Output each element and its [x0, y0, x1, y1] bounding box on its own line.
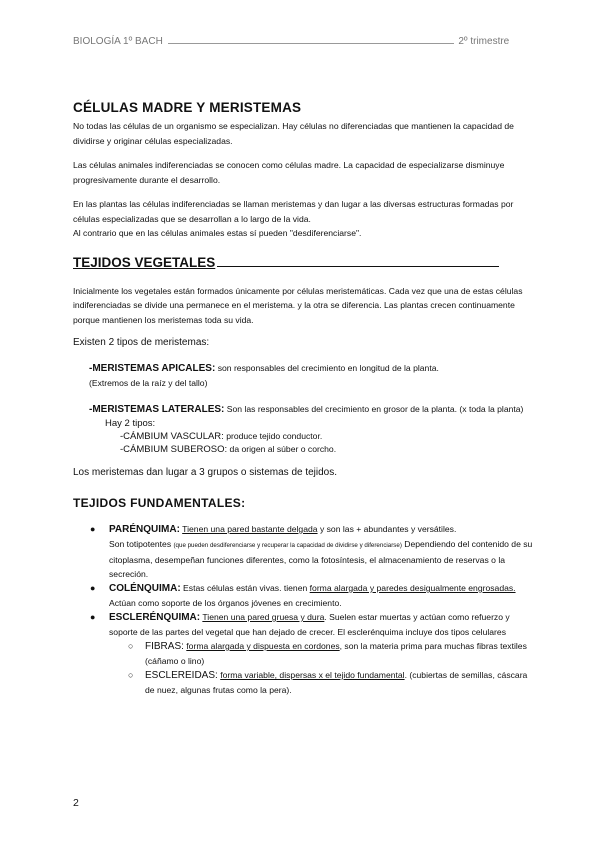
header-rule — [168, 43, 454, 44]
parenquima-label: PARÉNQUIMA: — [109, 524, 180, 535]
vascular-label: -CÁMBIUM VASCULAR: — [120, 431, 224, 442]
fibras-underlined: forma alargada y dispuesta en cordones — [186, 641, 340, 651]
list-item-colenquima — [73, 581, 533, 610]
document-body — [73, 100, 533, 697]
esclerenquima-types — [109, 639, 533, 697]
colenquima-underlined: forma alargada y paredes desigualmente engrosadas. — [309, 583, 516, 593]
paragraph-meristemas — [73, 197, 533, 241]
colenquima-text-2: Actúan como soporte de los órganos jóvenes en crecimiento. — [109, 598, 342, 608]
paragraph-existen-tipos: Existen 2 tipos de meristemas: — [73, 337, 210, 348]
page-number: 2 — [73, 797, 79, 809]
heading-underline — [217, 266, 499, 267]
cambium-suberoso — [120, 443, 533, 456]
vascular-text: produce tejido conductor. — [223, 431, 323, 441]
apicales-text: son responsables del crecimiento en longitud de la planta. — [215, 363, 439, 373]
bullet-icon: ● — [90, 583, 96, 593]
colenquima-text-1: Estas células están vivas. tienen — [180, 583, 310, 593]
paragraph-grupos-tejidos: Los meristemas dan lugar a 3 grupos o sistemas de tejidos. — [73, 467, 338, 478]
cambium-vascular — [120, 430, 533, 443]
paragraph-tejidos-intro: Inicialmente los vegetales están formados únicamente por células meristemáticas. Cada vez que una de estas células indiferenciadas se divide una permanece en el meristema. y la otra se diferencia. Las plantas crecen continuamente porque mantienen los meristemas toda su vida. — [73, 285, 523, 325]
suberoso-label: -CÁMBIUM SUBEROSO: — [120, 444, 228, 455]
esclerenquima-text: . Suelen estar muertas y actúan como refuerzo y soporte de las partes del vegetal que han dejado de crecer. El esclerénquima incluye dos tipos celulares — [109, 612, 510, 637]
meristemas-laterales — [89, 400, 533, 456]
paragraph-celulas-no-diferenciadas: No todas las células de un organismo se especializan. Hay células no diferenciadas que mantienen la capacidad de dividirse y originar células especializadas. — [73, 121, 514, 146]
list-item-fibras — [109, 639, 533, 668]
esclerenquima-underlined: Tienen una pared gruesa y dura — [202, 612, 325, 622]
apicales-label: -MERISTEMAS APICALES: — [89, 363, 216, 374]
esclerenquima-label: ESCLERÉNQUIMA: — [109, 612, 201, 623]
esclereidas-underlined: forma variable, dispersas x el tejido fundamental — [220, 670, 405, 680]
esclereidas-text: . (cubiertas de semillas, cáscara de nuez, algunas frutas como la pera). — [145, 670, 528, 695]
section-title-celulas-madre: CÉLULAS MADRE Y MERISTEMAS — [73, 100, 302, 115]
parenquima-text-1: y son las + abundantes y versátiles. — [317, 524, 457, 534]
laterales-text: Son las responsables del crecimiento en grosor de la planta. (x toda la planta) — [224, 404, 524, 414]
section-title-tejidos-fundamentales: TEJIDOS FUNDAMENTALES: — [73, 496, 246, 510]
desdiferenciarse-text: Al contrario que en las células animales estas sí pueden "desdiferenciarse". — [73, 228, 362, 238]
parenquima-underlined: Tienen una pared bastante delgada — [182, 524, 318, 534]
hay-dos-tipos: Hay 2 tipos: — [105, 418, 156, 429]
laterales-label: -MERISTEMAS LATERALES: — [89, 404, 225, 415]
fibras-text: , son la materia prima para muchas fibras textiles (cáñamo o lino) — [145, 641, 527, 666]
list-item-esclerenquima — [73, 610, 533, 697]
circle-bullet-icon: ○ — [128, 670, 134, 680]
list-item-parenquima — [73, 522, 533, 581]
section-title-tejidos-vegetales — [73, 255, 533, 270]
bullet-icon: ● — [90, 524, 96, 534]
circle-bullet-icon: ○ — [128, 641, 134, 651]
parenquima-text-3: Dependiendo del contenido de su citoplasma, desempeñan funciones diferentes, como la fotosíntesis, el almacenamiento de reservas o la secreción. — [109, 539, 533, 579]
meristemas-apicales — [89, 359, 533, 391]
page-header — [73, 36, 533, 47]
tejidos-list — [73, 522, 533, 697]
esclereidas-label: ESCLEREIDAS: — [145, 670, 218, 681]
colenquima-label: COLÉNQUIMA: — [109, 583, 181, 594]
fibras-label: FIBRAS: — [145, 641, 184, 652]
meristemas-text: En las plantas las células indiferenciadas se llaman meristemas y dan lugar a las diversas estructuras formadas por células especializadas que se desarrollan a lo largo de la vida. — [73, 199, 514, 224]
apicales-extremos: (Extremos de la raíz y del tallo) — [89, 378, 208, 388]
suberoso-text: da origen al súber o corcho. — [227, 444, 337, 454]
tejidos-vegetales-heading: TEJIDOS VEGETALES — [73, 254, 216, 270]
paragraph-celulas-madre: Las células animales indiferenciadas se conocen como células madre. La capacidad de especializarse disminuye progresivamente durante el desarrollo. — [73, 160, 505, 185]
list-item-esclereidas — [109, 668, 533, 697]
bullet-icon: ● — [90, 612, 96, 622]
parenquima-totipotentes-note: (que pueden desdiferenciarse y recuperar la capacidad de dividirse y diferenciarse) — [173, 542, 402, 549]
parenquima-text-2: Son totipotentes — [109, 539, 174, 549]
header-term: 2º trimestre — [458, 36, 510, 47]
header-course: BIOLOGÍA 1º BACH — [73, 36, 163, 47]
